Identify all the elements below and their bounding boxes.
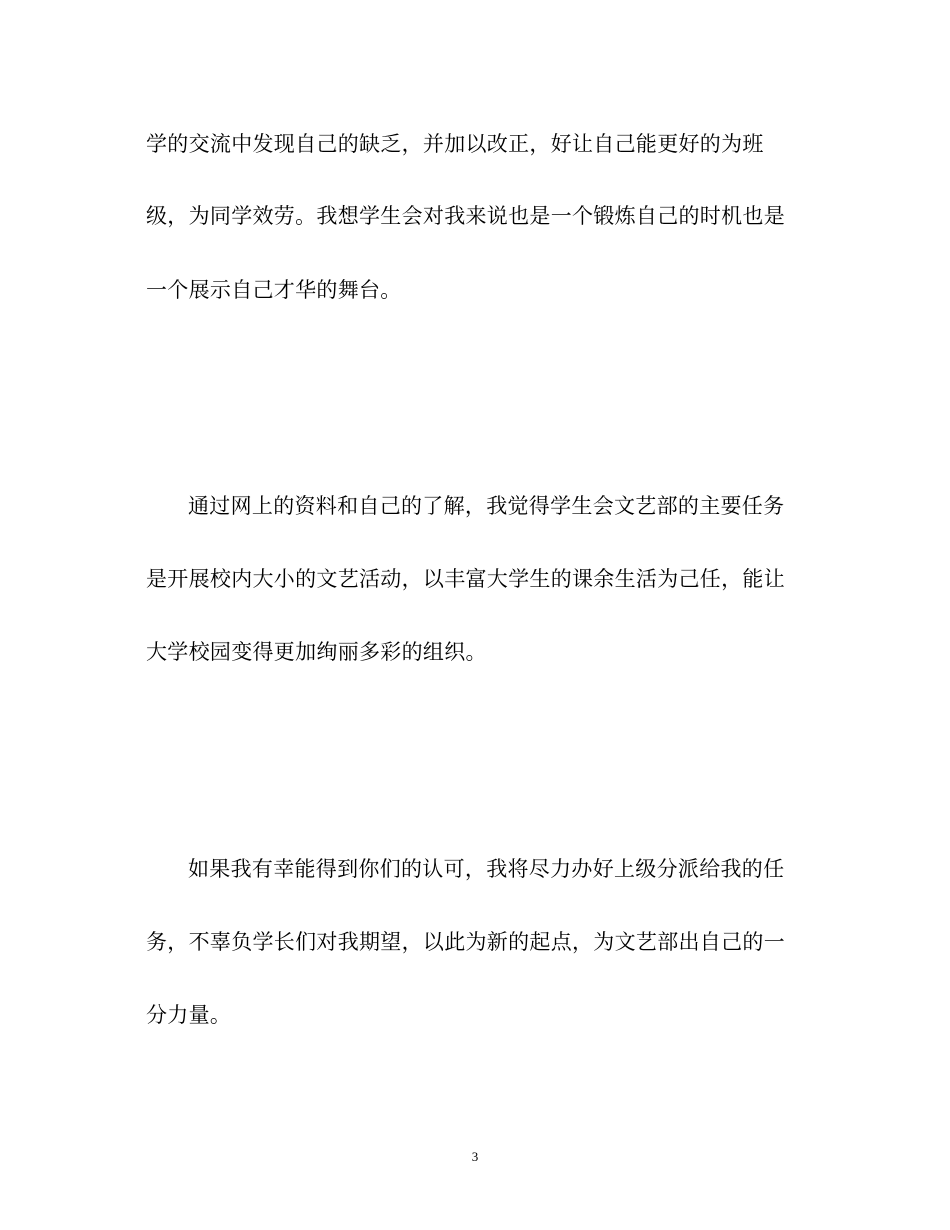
paragraph-line: 分力量。 [146,1003,232,1027]
paragraph-line: 如果我有幸能得到你们的认可，我将尽力办好上级分派给我的任 [188,857,785,881]
page-number: 3 [471,1149,479,1164]
paragraph-line: 级，为同学效劳。我想学生会对我来说也是一个锻炼自己的时机也是 [146,204,785,228]
paragraph-line: 一个展示自己才华的舞台。 [146,278,402,302]
paragraph-line: 务，不辜负学长们对我期望，以此为新的起点，为文艺部出自己的一 [146,930,785,954]
paragraph-line: 通过网上的资料和自己的了解，我觉得学生会文艺部的主要任务 [188,494,785,518]
paragraph-line: 是开展校内大小的文艺活动，以丰富大学生的课余生活为己任，能让 [146,567,785,591]
paragraph-line: 大学校园变得更加绚丽多彩的组织。 [146,640,487,664]
paragraph-line: 学的交流中发现自己的缺乏，并加以改正，好让自己能更好的为班 [146,132,764,156]
